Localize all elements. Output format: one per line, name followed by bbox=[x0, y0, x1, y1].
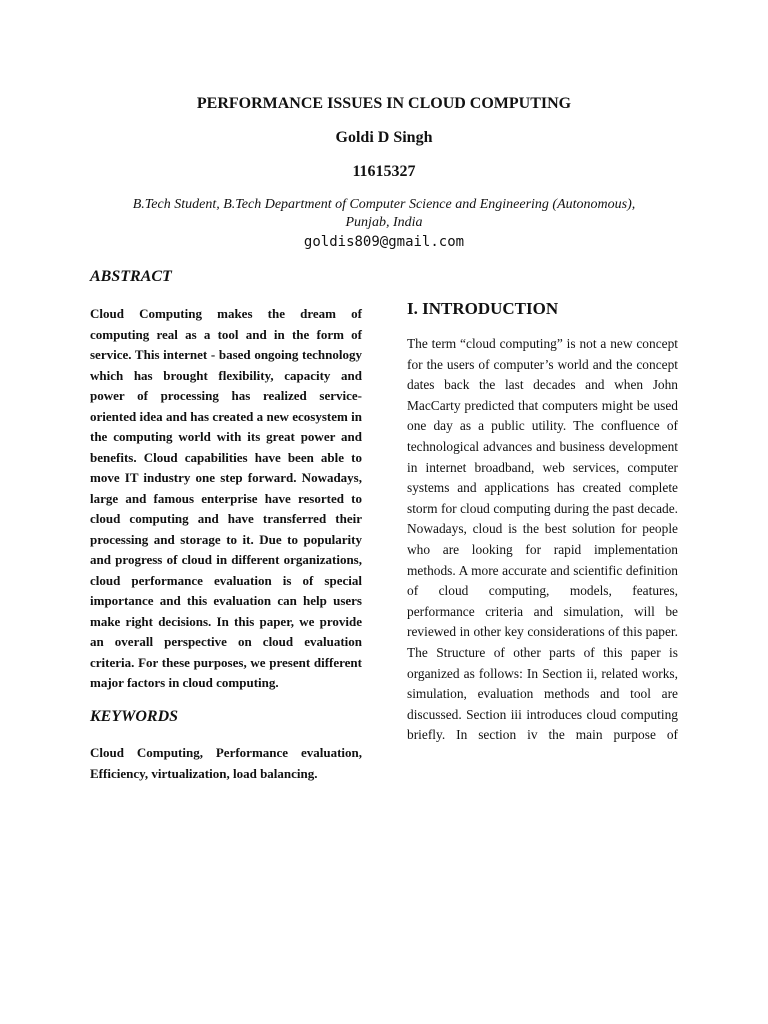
introduction-body: The term “cloud computing” is not a new concept for the users of computer’s world and the concept dates back the last decades and when John MacCarty predicted that computers might be used one day as a public utility. The confluence of technological advances and business development in internet broadband, web services, computer systems and applications has created complete storm for cloud computing during the past decade. Nowadays, cloud is the best solution for people who are looking for rapid implementation methods. A more accurate and scientific definition of cloud computing, models, features, performance criteria and simulation, will be reviewed in other key considerations of this paper. The Structure of other parts of this paper is organized as follows: In Section ii, related works, simulation, evaluation methods and tool are discussed. Section iii introduces cloud computing briefly. In section iv the main purpose of bbox=[407, 336, 678, 743]
paper-title: PERFORMANCE ISSUES IN CLOUD COMPUTING bbox=[196, 95, 572, 112]
right-column bbox=[407, 298, 678, 746]
keywords-heading: KEYWORDS bbox=[90, 707, 179, 725]
author-id-number: 11615327 bbox=[352, 163, 416, 180]
keywords-body: Cloud Computing, Performance evaluation, Efficiency, virtualization, load balancing. bbox=[90, 744, 362, 781]
abstract-heading: ABSTRACT bbox=[90, 268, 172, 285]
abstract-body: Cloud Computing makes the dream of computing real as a tool and in the form of service. This internet - based ongoing technology which has brought flexibility, capacity and power of processing has realized service- oriented idea and has created a new ecosystem in the computing world with its great power and benefits. Cloud capabilities have been able to move IT industry one step forward. Nowadays, large and famous enterprise have resorted to cloud computing and have transferred their processing and storage to it. Due to popularity and progress of cloud in different organizations, cloud performance evaluation is of special importance and this evaluation can help users make right decisions. In this paper, we provide an overall perspective on cloud evaluation criteria. For these purposes, we present different major factors in cloud computing. bbox=[90, 306, 362, 690]
author-name: Goldi D Singh bbox=[335, 129, 433, 146]
author-email: goldis809@gmail.com bbox=[303, 234, 465, 250]
introduction-heading: I. INTRODUCTION bbox=[407, 299, 559, 318]
left-column bbox=[90, 266, 362, 784]
author-affiliation: B.Tech Student, B.Tech Department of Computer Science and Engineering (Autonomous), Punjab, India bbox=[132, 197, 636, 230]
